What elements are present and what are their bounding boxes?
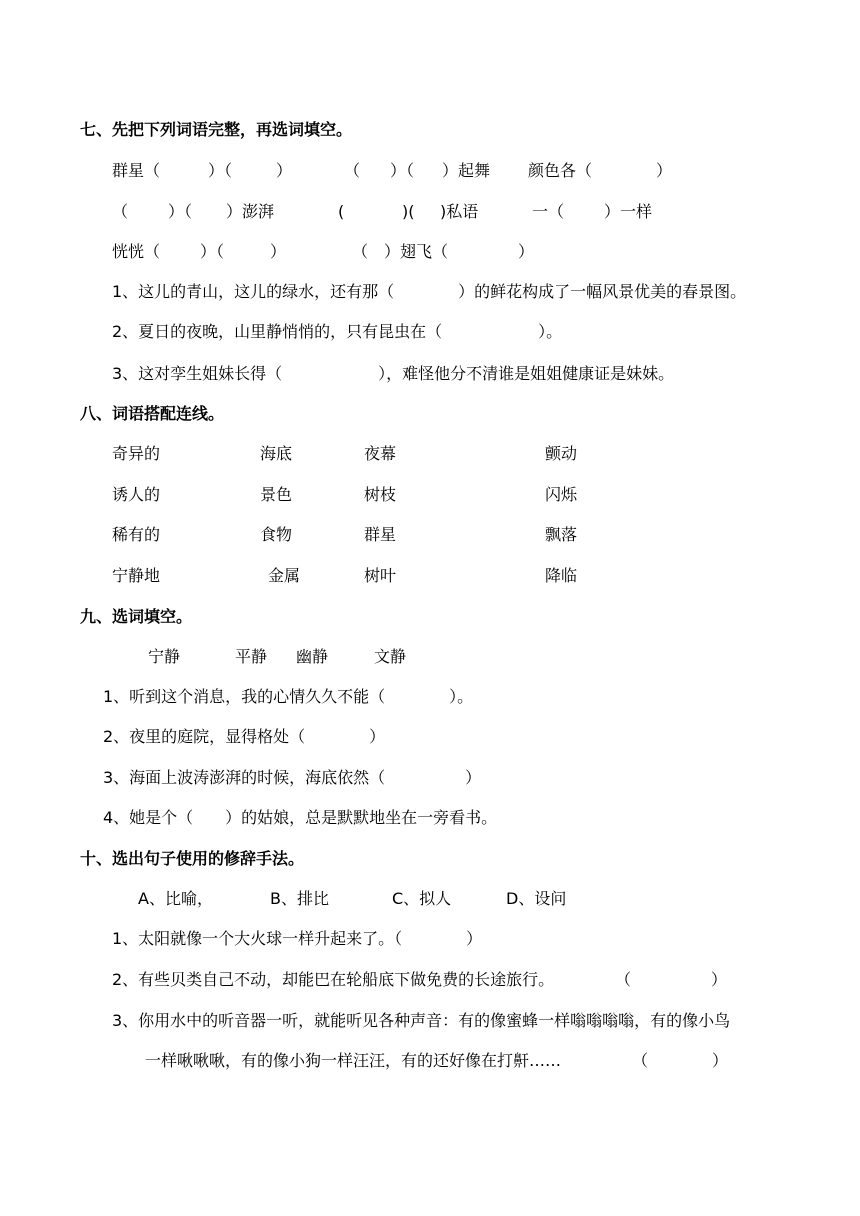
fill-blank-word: ）（ (200, 242, 225, 261)
fill-blank-word: 恍恍（ (112, 242, 161, 261)
rhetoric-option: D、设问 (506, 889, 567, 908)
question: 1、太阳就像一个大火球一样升起来了。（ ） (112, 929, 483, 948)
question: 1、这儿的青山，这儿的绿水，还有那（ ）的鲜花构成了一幅风景优美的春景图。 (112, 282, 747, 301)
match-word: 稀有的 (112, 525, 161, 544)
word-option: 平静 (235, 647, 268, 666)
match-word: 金属 (268, 566, 301, 585)
fill-blank-word: ） (270, 242, 287, 261)
fill-blank-word: ）（ (208, 161, 233, 180)
section-7-heading: 七、先把下列词语完整，再选词填空。 (80, 120, 353, 139)
match-word: 闪烁 (545, 485, 578, 504)
fill-blank-word: ）（ (168, 202, 193, 221)
rhetoric-option: A、比喻， (138, 889, 213, 908)
match-word: 奇异的 (112, 444, 161, 463)
match-word: 飘落 (545, 525, 578, 544)
question: 2、夜里的庭院，显得格处（ ） (103, 727, 386, 746)
match-word: 海底 (260, 444, 293, 463)
fill-blank-word: 群星（ (112, 161, 161, 180)
match-word: 诱人的 (112, 485, 161, 504)
fill-blank-word: ）翅飞（ (384, 242, 449, 261)
word-option: 宁静 (148, 647, 181, 666)
word-option: 幽静 (296, 647, 329, 666)
answer-blank: （ ） (615, 970, 728, 989)
match-word: 树枝 (364, 485, 397, 504)
fill-blank-word: ）起舞 (442, 161, 491, 180)
match-word: 食物 (260, 525, 293, 544)
section-10-heading: 十、选出句子使用的修辞手法。 (80, 849, 305, 868)
fill-blank-word: （ (112, 202, 129, 221)
fill-blank-word: ）澎湃 (226, 202, 275, 221)
question: 2、有些贝类自己不动，却能巴在轮船底下做免费的长途旅行。 (112, 970, 555, 989)
match-word: 夜幕 (364, 444, 397, 463)
match-word: 景色 (260, 485, 293, 504)
match-word: 群星 (364, 525, 397, 544)
question: 3、你用水中的听音器一听，就能听见各种声音：有的像蜜蜂一样嗡嗡嗡嗡，有的像小鸟 (112, 1011, 731, 1030)
fill-blank-word: ） (656, 161, 673, 180)
fill-blank-word: )( (402, 202, 415, 221)
question: 4、她是个（ ）的姑娘，总是默默地坐在一旁看书。 (103, 808, 498, 827)
fill-blank-word: )私语 (440, 202, 479, 221)
match-word: 颤动 (545, 444, 578, 463)
match-word: 宁静地 (112, 566, 161, 585)
fill-blank-word: 颜色各（ (528, 161, 593, 180)
question: 3、海面上波涛澎湃的时候，海底依然（ ） (103, 768, 482, 787)
fill-blank-word: （ (352, 242, 369, 261)
fill-blank-word: 一（ (532, 202, 565, 221)
question: 2、夏日的夜晚，山里静悄悄的，只有昆虫在（ ）。 (112, 322, 563, 341)
fill-blank-word: ） (276, 161, 293, 180)
answer-blank: （ ） (632, 1051, 729, 1070)
question: 1、听到这个消息，我的心情久久不能（ ）。 (103, 687, 474, 706)
question-continuation: 一样啾啾啾，有的像小狗一样汪汪，有的还好像在打鼾…… (145, 1051, 562, 1070)
section-8-heading: 八、词语搭配连线。 (80, 404, 225, 423)
fill-blank-word: ）（ (390, 161, 415, 180)
rhetoric-option: B、排比 (270, 889, 329, 908)
fill-blank-word: ）一样 (604, 202, 653, 221)
rhetoric-option: C、拟人 (392, 889, 452, 908)
fill-blank-word: ） (518, 242, 535, 261)
match-word: 树叶 (364, 566, 397, 585)
section-9-heading: 九、选词填空。 (80, 607, 193, 626)
match-word: 降临 (545, 566, 578, 585)
question: 3、这对孪生姐妹长得（ ），难怪他分不清谁是姐姐健康证是妹妹。 (112, 364, 675, 383)
word-option: 文静 (374, 647, 407, 666)
fill-blank-word: （ (344, 161, 361, 180)
fill-blank-word: ( (338, 202, 345, 221)
